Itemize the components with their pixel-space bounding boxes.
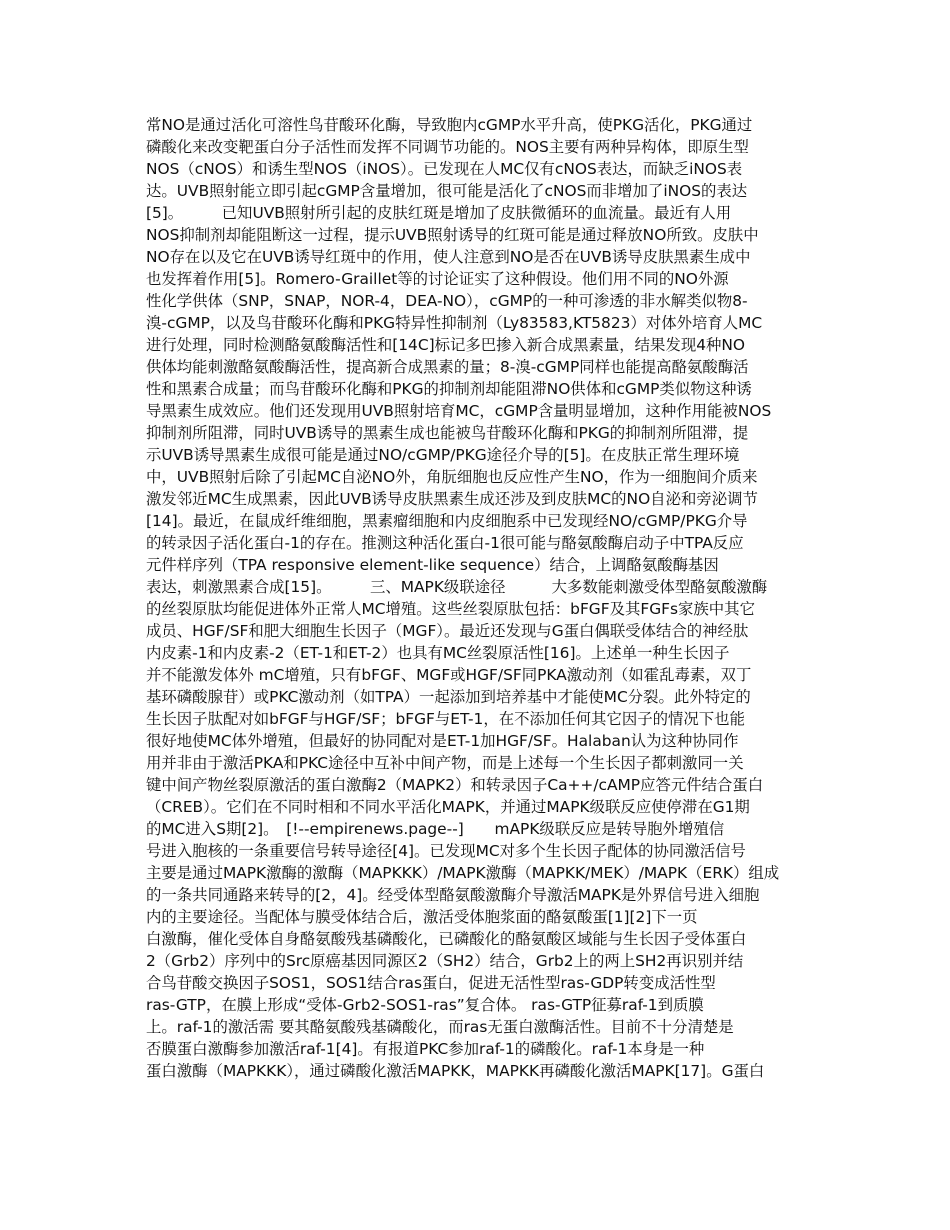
text-line: 上。raf-1的激活需 要其酪氨酸残基磷酸化，而ras无蛋白激酶活性。目前不十分清楚是 bbox=[146, 1018, 734, 1036]
text-line: 抑制剂所阻滞，同时UVB诱导的黑素生成也能被鸟苷酸环化酶和PKG的抑制剂所阻滞，提 bbox=[146, 424, 749, 442]
text-line: NOS抑制剂却能阻断这一过程，提示UVB照射诱导的红斑可能是通过释放NO所致。皮肤中 bbox=[146, 226, 759, 244]
text-line: 基环磷酸腺苷）或PKC激动剂（如TPA）一起添加到培养基中才能使MC分裂。此外特定的 bbox=[146, 688, 751, 706]
text-line: 2（Grb2）序列中的Src原癌基因同源区2（SH2）结合，Grb2上的两上SH2再识别并结 bbox=[146, 952, 744, 970]
text-line: 性化学供体（SNP，SNAP，NOR-4，DEA-NO），cGMP的一种可渗透的非水解类似物8- bbox=[146, 292, 748, 310]
text-line: 内皮素-1和内皮素-2（ET-1和ET-2）也具有MC丝裂原活性[16]。上述单一种生长因子 bbox=[146, 644, 730, 662]
text-line: 成员、HGF/SF和肥大细胞生长因子（MGF）。最近还发现与G蛋白偶联受体结合的神经肽 bbox=[146, 622, 749, 640]
text-line: 常NO是通过活化可溶性鸟苷酸环化酶，导致胞内cGMP水平升高，使PKG活化，PKG通过 bbox=[146, 116, 753, 134]
text-line: 表达，刺激黑素合成[15]。 三、MAPK级联途径 大多数能刺激受体型酪氨酸激酶 bbox=[146, 578, 768, 596]
text-line: （CREB）。它们在不同时相和不同水平活化MAPK，并通过MAPK级联反应使停滞在G1期 bbox=[146, 798, 750, 816]
text-line: 白激酶，催化受体自身酪氨酸残基磷酸化，已磷酸化的酪氨酸区域能与生长因子受体蛋白 bbox=[146, 930, 747, 948]
text-line: 蛋白激酶（MAPKKK），通过磷酸化激活MAPKK，MAPKK再磷酸化激活MAPK[17]。G蛋白 bbox=[146, 1062, 765, 1080]
text-line: 进行处理，同时检测酪氨酸酶活性和[14C]标记多巴掺入新合成黑素量，结果发现4种NO bbox=[146, 336, 746, 354]
text-line: NOS（cNOS）和诱生型NOS（iNOS）。已发现在人MC仅有cNOS表达，而缺乏iNOS表 bbox=[146, 160, 743, 178]
text-line: 也发挥着作用[5]。Romero-Graillet等的讨论证实了这种假设。他们用不同的NO外源 bbox=[146, 270, 729, 288]
text-line: [5]。 已知UVB照射所引起的皮肤红斑是增加了皮肤微循环的血流量。最近有人用 bbox=[146, 204, 732, 222]
text-line: 供体均能刺激酪氨酸酶活性，提高新合成黑素的量；8-溴-cGMP同样也能提高酪氨酸酶活 bbox=[146, 358, 749, 376]
text-line: 溴-cGMP，以及鸟苷酸环化酶和PKG特异性抑制剂（Ly83583,KT5823）对体外培育人MC bbox=[146, 314, 763, 332]
text-line: 导黑素生成效应。他们还发现用UVB照射培育MC，cGMP含量明显增加，这种作用能被NOS bbox=[146, 402, 772, 420]
text-line: 示UVB诱导黑素生成很可能是通过NO/cGMP/PKG途径介导的[5]。在皮肤正常生理环境 bbox=[146, 446, 740, 464]
text-line: 主要是通过MAPK激酶的激酶（MAPKKK）/MAPK激酶（MAPKK/MEK）/MAPK（ERK）组成 bbox=[146, 864, 780, 882]
text-line: ras-GTP，在膜上形成“受体-Grb2-SOS1-ras”复合体。 ras-GTP征募raf-1到质膜 bbox=[146, 996, 704, 1014]
text-line: NO存在以及它在UVB诱导红斑中的作用，使人注意到NO是否在UVB诱导皮肤黑素生成中 bbox=[146, 248, 751, 266]
text-line: 合鸟苷酸交换因子SOS1，SOS1结合ras蛋白，促进无活性型ras-GDP转变成活性型 bbox=[146, 974, 716, 992]
text-line: 中，UVB照射后除了引起MC自泌NO外，角朊细胞也反应性产生NO，作为一细胞间介质来 bbox=[146, 468, 758, 486]
text-line: 很好地使MC体外增殖，但最好的协同配对是ET-1加HGF/SF。Halaban认为这种协同作 bbox=[146, 732, 739, 750]
text-line: 内的主要途径。当配体与膜受体结合后，激活受体胞浆面的酪氨酸蛋[1][2]下一页 bbox=[146, 908, 698, 926]
text-line: 性和黑素合成量；而鸟苷酸环化酶和PKG的抑制剂却能阻滞NO供体和cGMP类似物这种诱 bbox=[146, 380, 752, 398]
text-line: 达。UVB照射能立即引起cGMP含量增加，很可能是活化了cNOS而非增加了iNOS的表达 bbox=[146, 182, 748, 200]
text-line: 否膜蛋白激酶参加激活raf-1[4]。有报道PKC参加raf-1的磷酸化。raf-1本身是一种 bbox=[146, 1040, 705, 1058]
text-line: [14]。最近，在鼠成纤维细胞，黑素瘤细胞和内皮细胞系中已发现经NO/cGMP/PKG介导 bbox=[146, 512, 748, 530]
text-line: 号进入胞核的一条重要信号转导途径[4]。已发现MC对多个生长因子配体的协同激活信号 bbox=[146, 842, 746, 860]
text-line: 的转录因子活化蛋白-1的存在。推测这种活化蛋白-1很可能与酪氨酸酶启动子中TPA反应 bbox=[146, 534, 744, 552]
text-line: 的一条共同通路来转导的[2，4]。经受体型酪氨酸激酶介导激活MAPK是外界信号进入细胞 bbox=[146, 886, 760, 904]
text-line: 的MC进入S期[2]。 [!--empirenews.page--] mAPK级联反应是转导胞外增殖信 bbox=[146, 820, 725, 838]
text-line: 的丝裂原肽均能促进体外正常人MC增殖。这些丝裂原肽包括：bFGF及其FGFs家族中其它 bbox=[146, 600, 755, 618]
text-line: 生长因子肽配对如bFGF与HGF/SF；bFGF与ET-1，在不添加任何其它因子的情况下也能 bbox=[146, 710, 745, 728]
text-line: 并不能激发体外 mC增殖，只有bFGF、MGF或HGF/SF同PKA激动剂（如霍乱毒素，双丁 bbox=[146, 666, 752, 684]
text-line: 用并非由于激活PKA和PKC途径中互补中间产物，而是上述每一个生长因子都刺激同一关 bbox=[146, 754, 744, 772]
text-line: 磷酸化来改变靶蛋白分子活性而发挥不同调节功能的。NOS主要有两种异构体，即原生型 bbox=[146, 138, 749, 156]
text-line: 键中间产物丝裂原激活的蛋白激酶2（MAPK2）和转录因子Ca++/cAMP应答元件结合蛋白 bbox=[146, 776, 764, 794]
text-line: 元件样序列（TPA responsive element-like sequence）结合，上调酪氨酸酶基因 bbox=[146, 556, 719, 574]
text-line: 激发邻近MC生成黑素，因此UVB诱导皮肤黑素生成还涉及到皮肤MC的NO自泌和旁泌调节 bbox=[146, 490, 758, 508]
body-text bbox=[146, 114, 826, 1082]
